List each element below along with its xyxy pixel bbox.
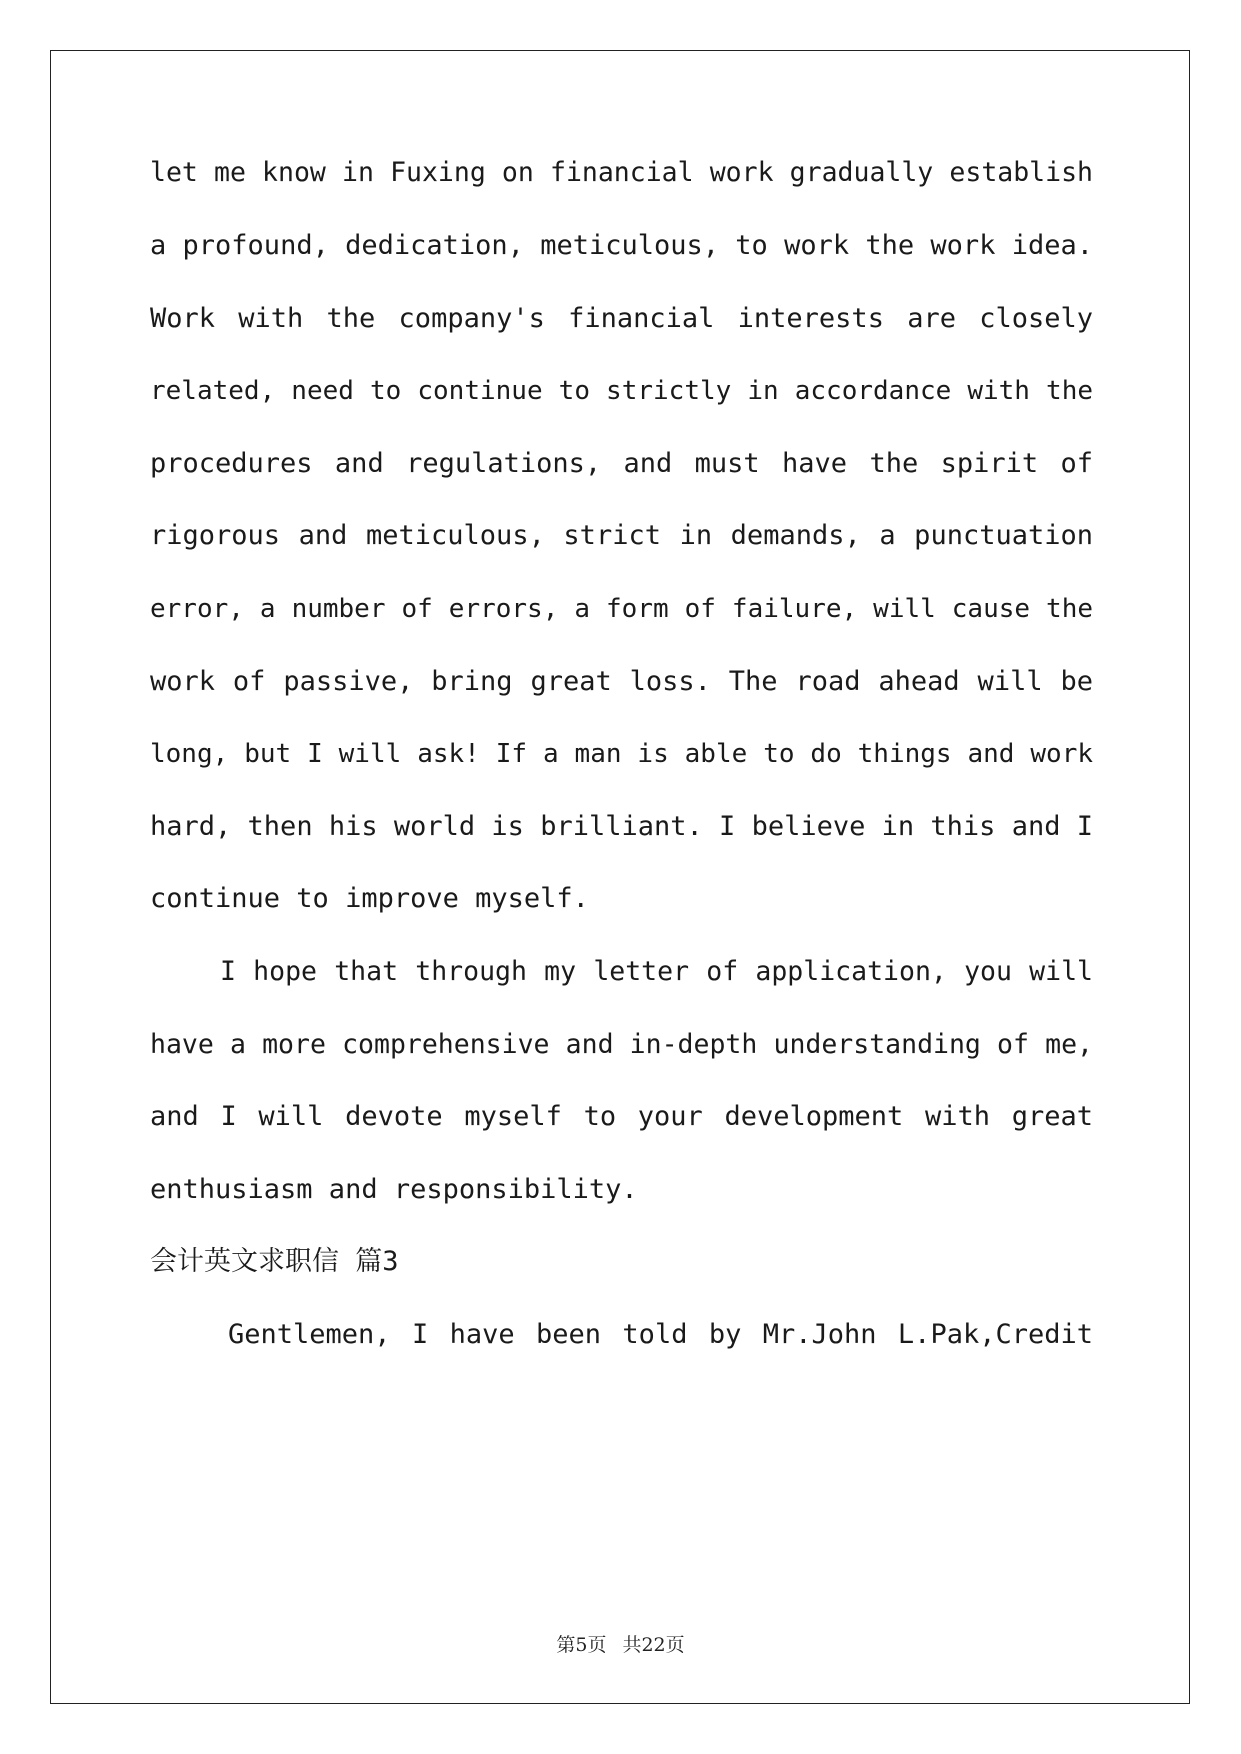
- paragraph-2-line-2: have a more comprehensive and in-depth understanding of me,: [150, 1029, 1093, 1060]
- paragraph-2-line-3: and I will devote myself to your development with great: [150, 1101, 1093, 1132]
- paragraph-1-line-10: hard, then his world is brilliant. I believe in this and I: [150, 811, 1093, 842]
- paragraph-1-line-3: Work with the company's financial interests are closely: [150, 303, 1093, 334]
- paragraph-2-line-4: enthusiasm and responsibility.: [150, 1174, 638, 1205]
- paragraph-1-line-1: let me know in Fuxing on financial work gradually establish: [150, 157, 1093, 188]
- page-total: 共22页: [622, 1634, 685, 1656]
- page-footer: [0, 1630, 1241, 1657]
- paragraph-1-line-8: work of passive, bring great loss. The road ahead will be: [150, 666, 1093, 697]
- paragraph-1-line-9: long, but I will ask! If a man is able to do things and work: [150, 739, 1093, 769]
- paragraph-1-line-2: a profound, dedication, meticulous, to work the work idea.: [150, 230, 1093, 261]
- paragraph-1-line-7: error, a number of errors, a form of failure, will cause the: [150, 594, 1093, 624]
- paragraph-2-line-1: I hope that through my letter of application, you will: [220, 956, 1093, 987]
- section-heading: 会计英文求职信 篇3: [150, 1246, 399, 1277]
- paragraph-1-line-4: related, need to continue to strictly in accordance with the: [150, 376, 1093, 406]
- page-number: 第5页: [556, 1634, 607, 1656]
- paragraph-1-line-11: continue to improve myself.: [150, 883, 589, 914]
- paragraph-1-line-5: procedures and regulations, and must have the spirit of: [150, 448, 1093, 479]
- paragraph-3-line-1: Gentlemen, I have been told by Mr.John L.Pak,Credit: [228, 1319, 1093, 1350]
- paragraph-1-line-6: rigorous and meticulous, strict in demands, a punctuation: [150, 520, 1093, 551]
